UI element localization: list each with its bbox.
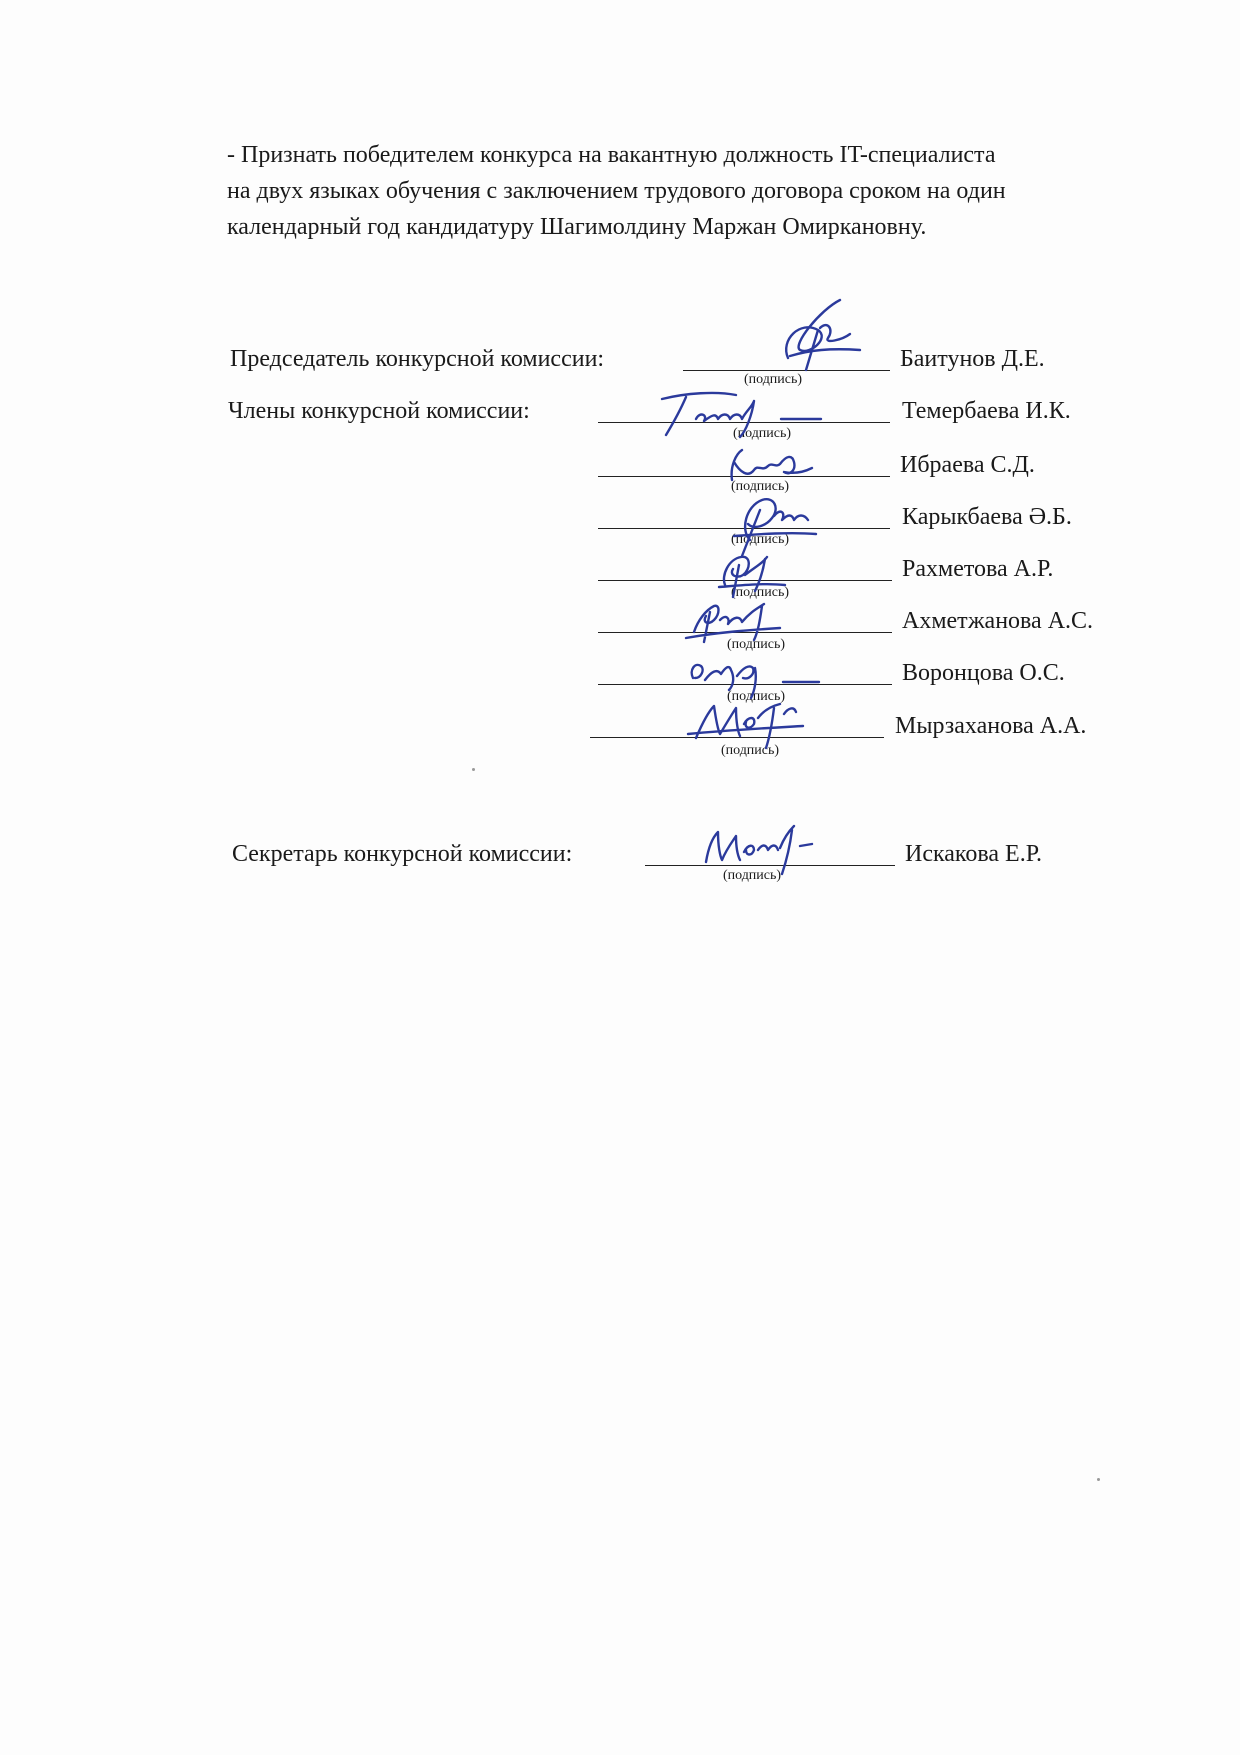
member-name: Ахметжанова А.С. <box>902 608 1094 634</box>
member-signature-image <box>680 592 790 647</box>
decision-line: календарный год кандидатуру Шагимолдину Маржан Омиркановну. <box>227 214 927 240</box>
chairman-row <box>0 335 1240 375</box>
scan-speck <box>472 768 475 771</box>
member-name: Мырзаханова А.А. <box>895 713 1087 739</box>
signature-caption: (подпись) <box>726 637 786 652</box>
member-name: Темербаева И.К. <box>902 398 1071 424</box>
chairman-signature-image <box>770 290 870 380</box>
member-name: Ибраева С.Д. <box>900 452 1035 478</box>
scan-speck <box>1097 1478 1100 1481</box>
signature-caption: (подпись) <box>720 743 780 758</box>
member-name: Рахметова А.Р. <box>902 556 1054 582</box>
member-signature-image <box>656 385 826 440</box>
member-row <box>0 597 1240 637</box>
signature-caption: (подпись) <box>730 532 790 547</box>
signature-caption: (подпись) <box>743 372 803 387</box>
member-name: Карыкбаева Ә.Б. <box>902 504 1072 530</box>
member-signature-image <box>688 694 808 754</box>
members-row <box>0 387 1240 427</box>
member-name: Воронцова О.С. <box>902 660 1065 686</box>
signature-caption: (подпись) <box>722 868 782 883</box>
member-row <box>0 441 1240 481</box>
signature-caption: (подпись) <box>730 479 790 494</box>
members-label: Члены конкурсной комиссии: <box>228 398 530 424</box>
signature-caption: (подпись) <box>730 585 790 600</box>
decision-line: - Признать победителем конкурса на вакантную должность IT-специалиста <box>227 142 996 168</box>
decision-line: на двух языках обучения с заключением трудового договора сроком на один <box>227 178 1006 204</box>
signature-caption: (подпись) <box>726 689 786 704</box>
secretary-label: Секретарь конкурсной комиссии: <box>232 841 573 867</box>
chairman-label: Председатель конкурсной комиссии: <box>230 346 605 372</box>
member-row <box>0 493 1240 533</box>
member-signature-image <box>720 442 820 492</box>
secretary-name: Искакова Е.Р. <box>905 841 1043 867</box>
member-row <box>0 702 1240 742</box>
chairman-name: Баитунов Д.Е. <box>900 346 1045 372</box>
member-row <box>0 545 1240 585</box>
decision-paragraph <box>227 137 1187 245</box>
member-row <box>0 649 1240 689</box>
secretary-signature-image <box>696 820 816 880</box>
signature-caption: (подпись) <box>732 426 792 441</box>
secretary-row <box>0 830 1240 870</box>
